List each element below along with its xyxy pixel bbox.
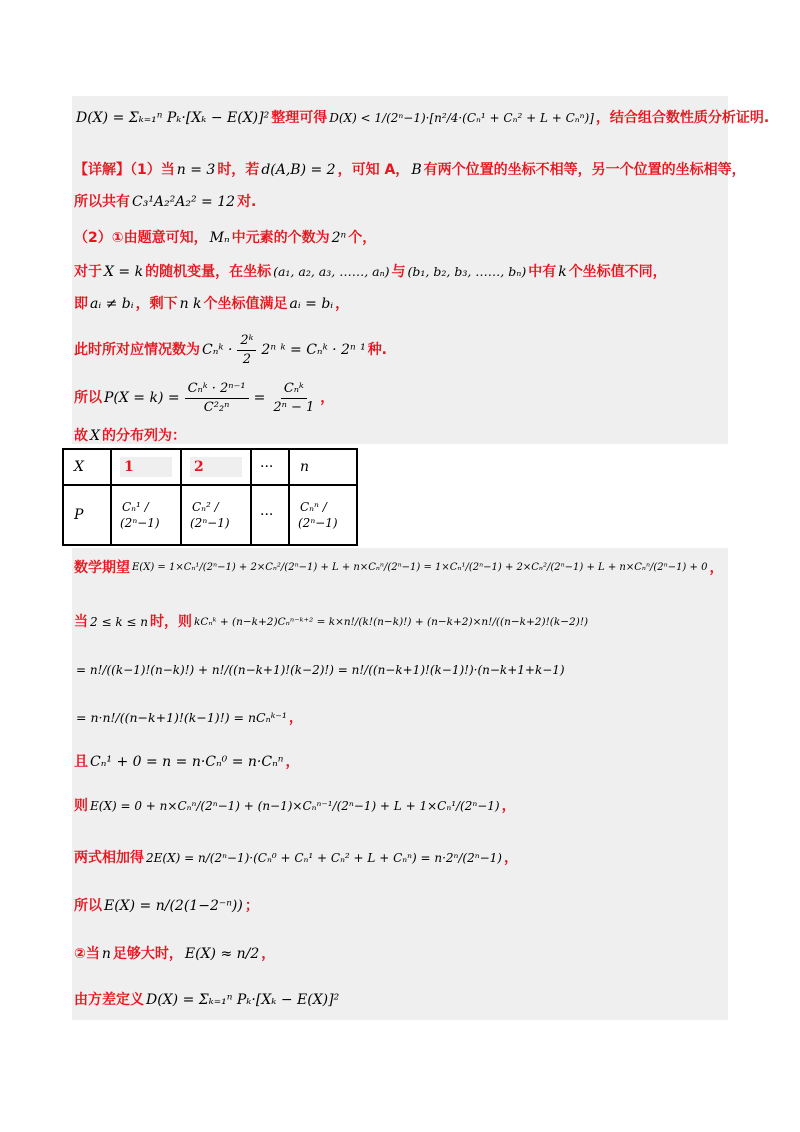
fraction: $\frac{\text{Cₙᵏ}}{\text{2ⁿ − 1}}$ [273, 380, 315, 415]
line-13: = n·n!/((n−k+1)!(k−1)!) = nCₙᵏ⁻¹ ， [76, 710, 303, 726]
line-16: 两式相加得 2E(X) = n/(2ⁿ−1)·(Cₙ⁰ + Cₙ¹ + Cₙ² + L + Cₙⁿ) = n·2ⁿ/(2ⁿ−1) ， [74, 850, 518, 866]
fraction: $\frac{\text{2ᵏ}}{2}$ [237, 333, 256, 368]
table-cell: 1 [111, 449, 181, 485]
line-6: 即 aᵢ ≠ bᵢ ，剩下 n k 个坐标值满足 aᵢ = bᵢ ， [74, 296, 350, 312]
table-cell: Cₙ¹ / (2ⁿ−1) [111, 485, 181, 545]
line-17: 所以 E(X) = n/(2(1−2⁻ⁿ)) ； [74, 898, 259, 914]
table-cell: n [289, 449, 357, 485]
line-15: 则 E(X) = 0 + n×Cₙⁿ/(2ⁿ−1) + (n−1)×Cₙⁿ⁻¹/(2ⁿ−1) + L + 1×Cₙ¹/(2ⁿ−1) ， [74, 798, 516, 814]
table-row [63, 485, 357, 545]
line-4: （2）①由题意可知， Mₙ 中元素的个数为 2ⁿ 个， [74, 230, 377, 246]
line-18: ②当 n 足够大时， E(X) ≈ n/2 ， [74, 946, 276, 962]
line-12: = n!/((k−1)!(n−k)!) + n!/((n−k+1)!(k−2)!) = n!/((n−k+1)!(k−1)!)·(n−k+1+k−1) [76, 663, 565, 677]
line-5: 对于 X = k 的随机变量，在坐标 (a₁, a₂, a₃, ……, aₙ) 与 (b₁, b₂, b₃, ……, bₙ) 中有 k 个坐标值不同， [74, 264, 667, 280]
table-cell: X [63, 449, 111, 485]
table-cell: 2 [181, 449, 251, 485]
variance-formula: D(X) = Σₖ₌₁ⁿ Pₖ·[Xₖ − E(X)]² [76, 110, 270, 126]
line-11: 当 2 ≤ k ≤ n 时，则 kCₙᵏ + (n−k+2)Cₙⁿ⁻ᵏ⁺² = k×n!/(k!(n−k)!) + (n−k+2)×n!/((n−k+2)!(k−2)!) [74, 614, 589, 630]
line-9: 故 X 的分布列为： [74, 428, 186, 444]
variance-bound-formula: D(X) < 1/(2ⁿ−1)·[n²/4·(Cₙ¹ + Cₙ² + L + Cₙⁿ)] [329, 111, 594, 125]
line-8: 所以 P(X = k) = $\frac{\text{Cₙᵏ · 2ⁿ⁻¹}}{\text{C²₂ⁿ}}$ = $\frac{\text{Cₙᵏ}}{\text{2ⁿ − 1}}$ ， [74, 380, 335, 415]
line-7: 此时所对应情况数为 Cₙᵏ · $\frac{\text{2ᵏ}}{2}$ 2ⁿ ᵏ = Cₙᵏ · 2ⁿ ¹ 种. [74, 332, 388, 367]
fraction: $\frac{\text{Cₙᵏ · 2ⁿ⁻¹}}{\text{C²₂ⁿ}}$ [185, 381, 249, 416]
table-cell: Cₙⁿ / (2ⁿ−1) [289, 485, 357, 545]
line-19: 由方差定义 D(X) = Σₖ₌₁ⁿ Pₖ·[Xₖ − E(X)]² [74, 992, 340, 1008]
table-cell: ··· [251, 485, 289, 545]
detail-heading: 【详解】（1）当 [74, 162, 175, 178]
expectation-formula: E(X) = 1×Cₙ¹/(2ⁿ−1) + 2×Cₙ²/(2ⁿ−1) + L + n×Cₙⁿ/(2ⁿ−1) = 1×Cₙ¹/(2ⁿ−1) + 2×Cₙ²/(2ⁿ−1) + L + n×Cₙⁿ/(2ⁿ−1) + 0 [132, 562, 708, 573]
distribution-table [62, 448, 358, 546]
line-1: D(X) = Σₖ₌₁ⁿ Pₖ·[Xₖ − E(X)]² 整理可得 D(X) < 1/(2ⁿ−1)·[n²/4·(Cₙ¹ + Cₙ² + L + Cₙⁿ)] ，结合组合数性质分析证明. [76, 110, 770, 126]
line-10: 数学期望 E(X) = 1×Cₙ¹/(2ⁿ−1) + 2×Cₙ²/(2ⁿ−1) + L + n×Cₙⁿ/(2ⁿ−1) = 1×Cₙ¹/(2ⁿ−1) + 2×Cₙ²/(2ⁿ−1) + L + n×Cₙⁿ/(2ⁿ−1) + 0 ， [74, 560, 724, 576]
table-cell: P [63, 485, 111, 545]
table-row [63, 449, 357, 485]
line-2: 【详解】（1）当 n = 3 时，若 d(A,B) = 2 ，可知 A， B 有两个位置的坐标不相等，另一个位置的坐标相等， [74, 162, 746, 178]
table-cell: ··· [251, 449, 289, 485]
table-cell: Cₙ² / (2ⁿ−1) [181, 485, 251, 545]
line-3: 所以共有 C₃¹A₂²A₂² = 12 对. [74, 194, 257, 210]
line-14: 且 Cₙ¹ + 0 = n = n·Cₙ⁰ = n·Cₙⁿ ， [74, 754, 300, 770]
